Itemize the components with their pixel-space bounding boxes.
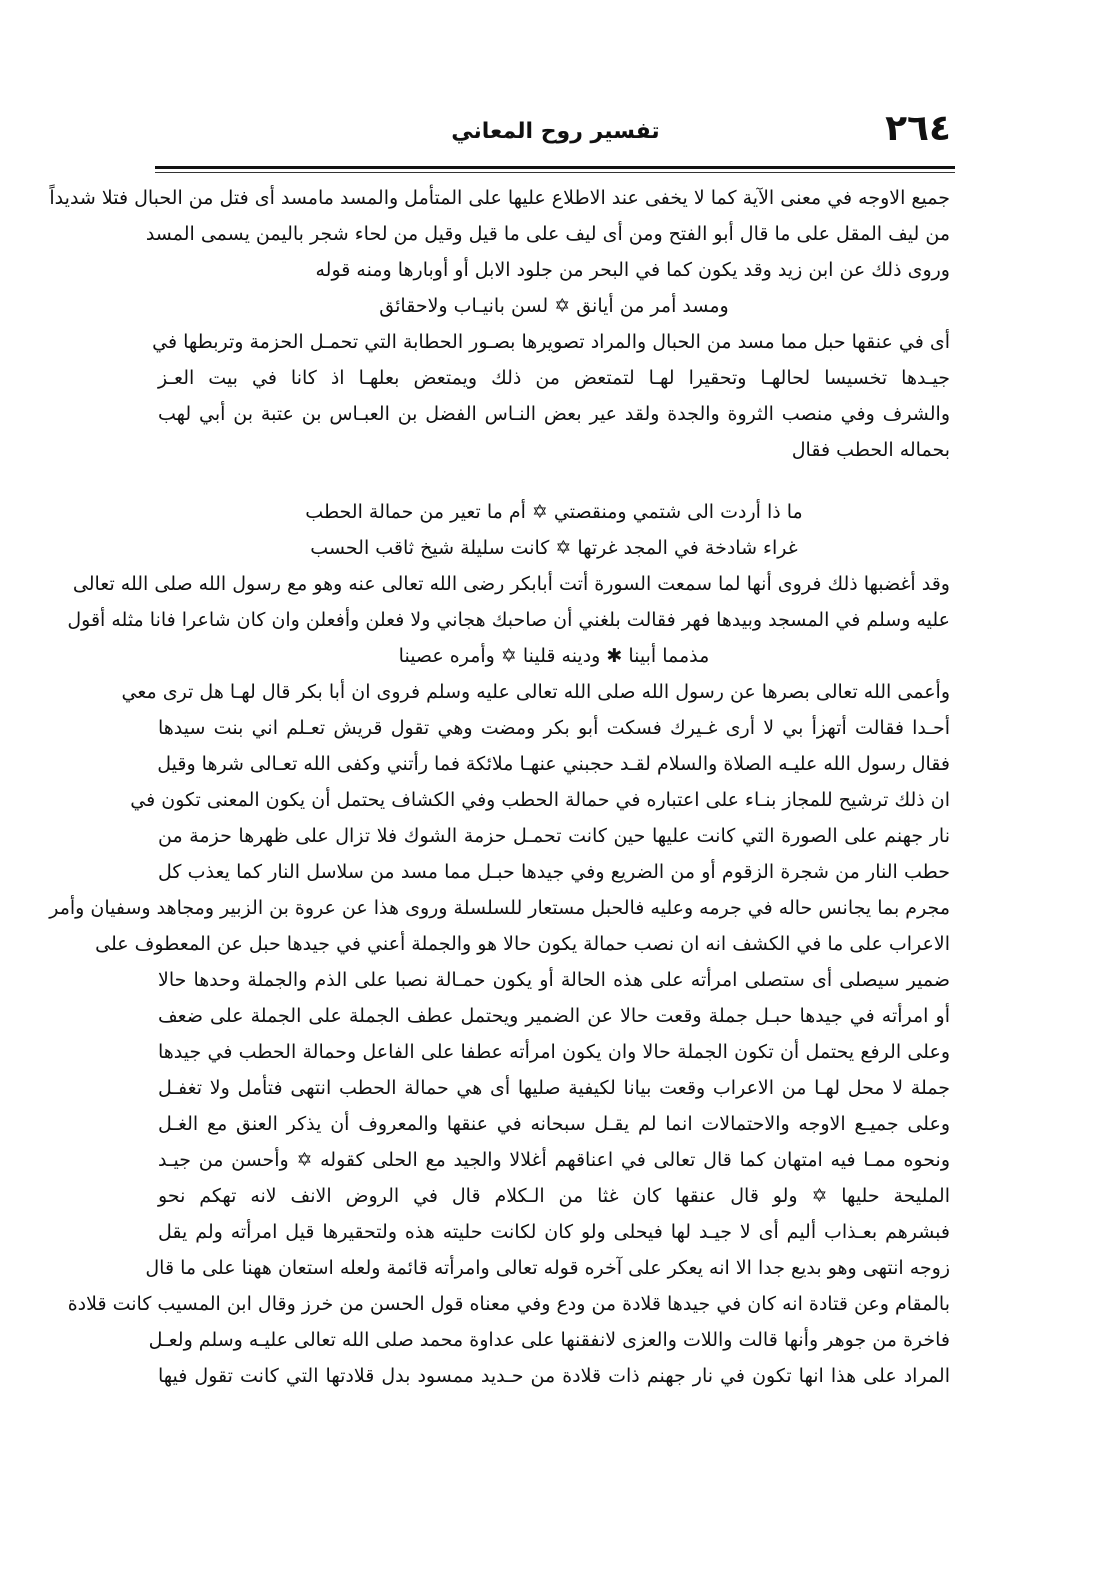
page-number: ٢٦٤ <box>885 108 951 149</box>
header-rule-thin <box>155 172 955 173</box>
text-line: فبشرهم بعـذاب أليم أى لا جيـد لها فيحلى ولو كان لكانت حليته هذه ولتحقيرها قيل امرأته ولم يقل <box>158 1221 950 1243</box>
text-line: من ليف المقل على ما قال أبو الفتح ومن أى ليف على ما قيل وقيل من لحاء شجر باليمن يسمى المسد <box>145 223 950 245</box>
text-line: زوجه انتهى وهو بديع جدا الا انه يعكر على آخره قوله تعالى وامرأته قائمة ولعله استعان ههنا على ما قال <box>145 1257 950 1279</box>
page-header <box>158 108 953 158</box>
text-line: ان ذلك ترشيح للمجاز بنـاء على اعتباره في حمالة الحطب وفي الكشاف يحتمل أن يكون المعنى تكون في <box>130 789 950 811</box>
text-line: أو امرأته في جيدها حبـل جملة وقعت حالا عن الضمير ويحتمل عطف الجملة على الجملة على ضعف <box>158 1005 950 1027</box>
body-text <box>49 180 950 1394</box>
text-line: وروى ذلك عن ابن زيد وقد يكون كما في البحر من جلود الابل أو أوبارها ومنه قوله <box>315 259 950 281</box>
text-line: أحـدا فقالت أتهزأ بي لا أرى غـيرك فسكت أبو بكر ومضت وهي تقول قريش تعـلم اني بنت سيدها <box>158 717 950 739</box>
text-line: المراد على هذا انها تكون في نار جهنم ذات قلادة من حـديد ممسود بدل قلادتها التي كانت تقول فيها <box>158 1365 950 1387</box>
spacer <box>158 468 950 494</box>
text-line: فاخرة من جوهر وأنها قالت واللات والعزى لانفقنها على عداوة محمد صلى الله تعالى عليـه وسلم ولعـل <box>148 1329 950 1351</box>
text-line: عليه وسلم في المسجد وبيدها فهر فقالت بلغني أن صاحبك هجاني ولا فعلن وأفعلن وان كان شاعرا فانا مثله أقول <box>67 609 950 631</box>
text-line: بالمقام وعن قتادة انه كان في جيدها قلادة من ودع وفي معناه قول الحسن من خرز وقال ابن المسيب كانت قلادة <box>67 1293 950 1315</box>
text-line: جملة لا محل لهـا من الاعراب وقعت بيانا لكيفية صليها أى هي حمالة الحطب انتهى فتأمل ولا تغفـل <box>158 1077 950 1099</box>
text-line: مجرم بما يجانس حاله في جرمه وعليه فالحبل مستعار للسلسلة وروى هذا عن عروة بن الزبير ومجاهد وسفيان وأمر <box>49 897 950 919</box>
text-line: ونحوه ممـا فيه امتهان كما قال تعالى في اعناقهم أغلالا والجيد مع الحلى كقوله ✡ وأحسن من جيـد <box>158 1149 950 1171</box>
text-line: أى في عنقها حبل مما مسد من الحبال والمراد تصويرها بصـور الحطابة التي تحمـل الحزمة وتربطها في <box>152 331 950 353</box>
text-line: بحماله الحطب فقال <box>791 439 950 461</box>
verse-line: غراء شادخة في المجد غرتها ✡ كانت سليلة شيخ ثاقب الحسب <box>310 537 798 559</box>
text-line: وأعمى الله تعالى بصرها عن رسول الله صلى الله تعالى عليه وسلم فروى ان أبا بكر قال لهـا هل ترى معي <box>121 681 950 703</box>
header-rule <box>155 166 955 169</box>
text-line: فقال رسول الله عليـه الصلاة والسلام لقـد حجبني عنهـا ملائكة فما رأتني وكفى الله تعـالى شرها وقيل <box>157 753 950 775</box>
text-line: ضمير سيصلى أى ستصلى امرأته على هذه الحالة أو يكون حمـالة نصبا على الذم والجملة وحدها حالا <box>158 969 950 991</box>
text-line: حطب النار من شجرة الزقوم أو من الضريع وفي جيدها حبـل مما مسد من سلاسل النار كما يعذب كل <box>158 861 950 883</box>
verse-line: مذمما أبينا ✱ ودينه قلينا ✡ وأمره عصينا <box>398 645 710 667</box>
text-line: والشرف وفي منصب الثروة والجدة ولقد عير بعض النـاس الفضل بن العبـاس بن عتبة بن أبي لهب <box>158 403 950 425</box>
text-line: وعلى جميـع الاوجه والاحتمالات انما لم يقـل سبحانه في عنقها والمعروف أن يذكر العنق مع الغـل <box>158 1113 950 1135</box>
text-line: المليحة حليها ✡ ولو قال عنقها كان غثا من الـكلام قال في الروض الانف لانه تهكم نحو <box>158 1185 950 1207</box>
verse-line: ومسد أمر من أيانق ✡ لسن بانيـاب ولاحقائق <box>379 295 729 317</box>
running-title: تفسير روح المعاني <box>451 118 660 144</box>
text-line: الاعراب على ما في الكشف انه ان نصب حمالة يكون حالا هو والجملة أعني في جيدها حبل عن المعطوف على <box>95 933 950 955</box>
text-line: جيـدها تخسيسا لحالهـا وتحقيرا لهـا لتمتعض من ذلك ويمتعض بعلهـا اذ كانا في بيت العـز <box>158 367 950 389</box>
verse-line: ما ذا أردت الى شتمي ومنقصتي ✡ أم ما تعير من حمالة الحطب <box>305 501 803 523</box>
text-line: وقد أغضبها ذلك فروى أنها لما سمعت السورة أتت أبابكر رضى الله تعالى عنه وهو مع رسول الله صلى الله تعالى <box>72 573 950 595</box>
text-line: جميع الاوجه في معنى الآية كما لا يخفى عند الاطلاع عليها على المتأمل والمسد مامسد أى فتل من الحبال فتلا شديداً <box>49 187 950 209</box>
text-line: وعلى الرفع يحتمل أن تكون الجملة حالا وان يكون امرأته عطفا على الفاعل وحمالة الحطب في جيدها <box>158 1041 950 1063</box>
text-line: نار جهنم على الصورة التي كانت عليها حين كانت تحمـل حزمة الشوك فلا تزال على ظهرها حزمة من <box>158 825 950 847</box>
